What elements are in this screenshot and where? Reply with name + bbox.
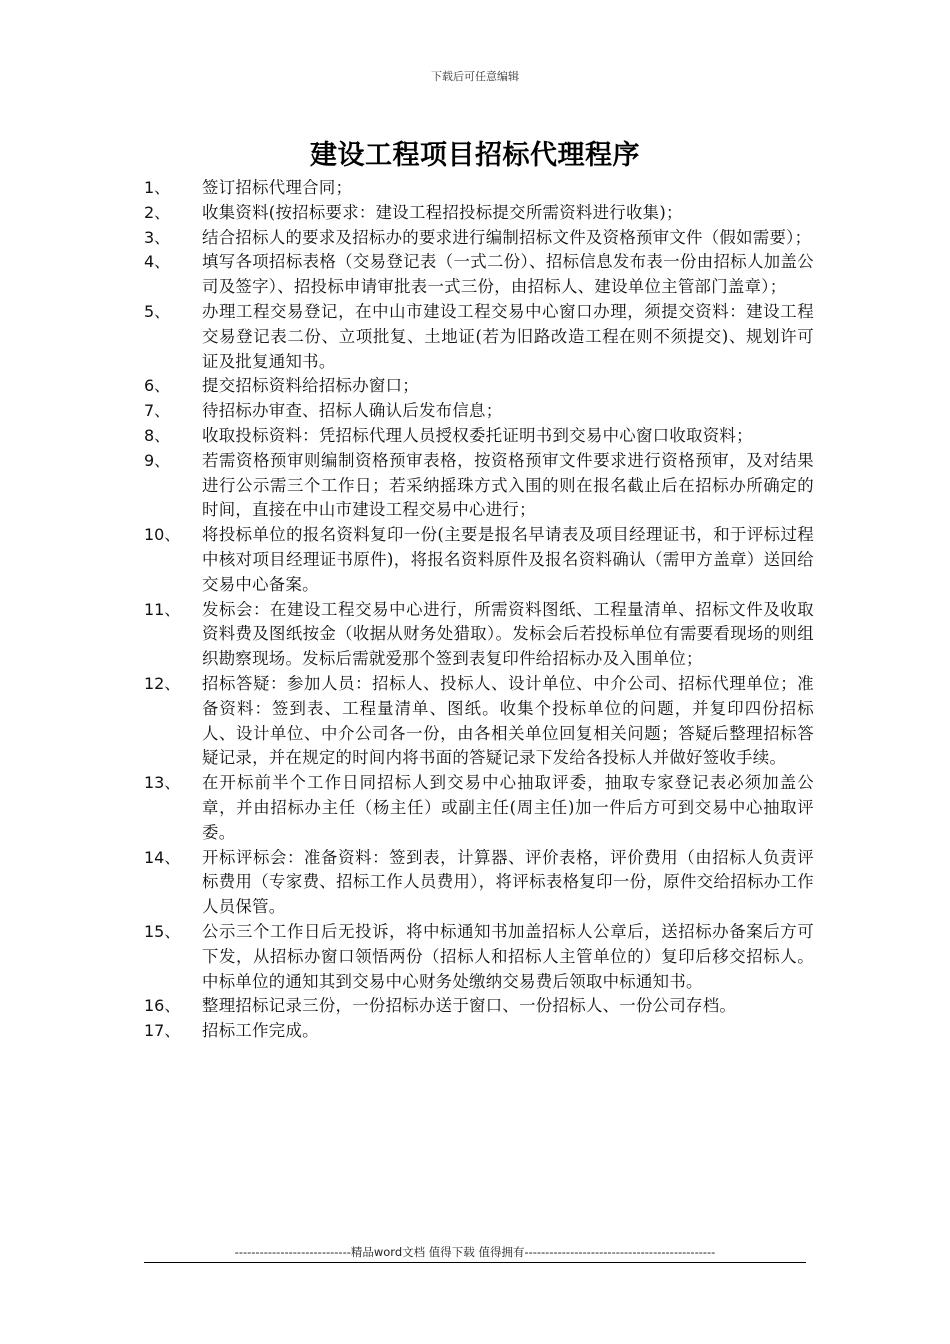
step-text: 将投标单位的报名资料复印一份(主要是报名早请表及项目经理证书，和于评标过程中核对项目经理证书原件)，将报名资料原件及报名资料确认（需甲方盖章）送回给交易中心备案。	[202, 525, 814, 594]
step-text: 收取投标资料：凭招标代理人员授权委托证明书到交易中心窗口收取资料；	[202, 425, 753, 445]
step-item-14	[144, 846, 814, 920]
step-item-1	[144, 176, 814, 201]
step-item-9	[144, 449, 814, 523]
step-text: 填写各项招标表格（交易登记表（一式二份）、招标信息发布表一份由招标人加盖公司及签字）、招投标申请审批表一式三份，由招标人、建设单位主管部门盖章）；	[202, 252, 814, 297]
step-number: 6、	[144, 376, 171, 396]
step-number: 11、	[144, 599, 181, 619]
step-number: 5、	[144, 301, 171, 321]
step-item-2	[144, 201, 814, 226]
step-item-10	[144, 523, 814, 597]
step-item-15	[144, 920, 814, 994]
step-number: 7、	[144, 401, 171, 421]
step-item-5	[144, 300, 814, 374]
step-text: 收集资料(按招标要求：建设工程招投标提交所需资料进行收集)；	[202, 202, 683, 222]
step-item-4	[144, 250, 814, 300]
step-text: 公示三个工作日后无投诉，将中标通知书加盖招标人公章后，送招标办备案后方可下发，从招标办窗口领悟两份（招标人和招标人主管单位的）复印后移交招标人。中标单位的通知其到交易中心财务处缴纳交易费后领取中标通知书。	[202, 921, 814, 991]
step-number: 2、	[144, 202, 171, 222]
procedure-steps-list	[144, 176, 814, 1044]
step-item-16	[144, 994, 814, 1019]
step-number: 3、	[144, 227, 171, 247]
step-number: 8、	[144, 425, 171, 445]
step-item-11	[144, 598, 814, 672]
footer-divider	[144, 1262, 806, 1263]
step-item-3	[144, 226, 814, 251]
step-text: 开标评标会：准备资料：签到表，计算器、评价表格，评价费用（由招标人负责评标费用（专家费、招标工作人员费用），将评标表格复印一份，原件交给招标办工作人员保管。	[202, 847, 814, 917]
step-number: 4、	[144, 252, 171, 272]
step-text: 发标会：在建设工程交易中心进行，所需资料图纸、工程量清单、招标文件及收取资料费及图纸按金（收据从财务处猎取）。发标会后若投标单位有需要看现场的则组织勘察现场。发标后需就爱那个签到表复印件给招标办及入围单位；	[202, 599, 814, 669]
step-text: 签订招标代理合同；	[202, 178, 353, 197]
step-text: 在开标前半个工作日同招标人到交易中心抽取评委，抽取专家登记表必须加盖公章，并由招标办主任（杨主任）或副主任(周主任)加一件后方可到交易中心抽取评委。	[202, 773, 814, 842]
footer-note: ----------------------------精品word文档 值得下载 值得拥有----------------------------------------------	[234, 1245, 716, 1259]
step-item-17	[144, 1019, 814, 1044]
step-item-13	[144, 771, 814, 845]
header-note: 下载后可任意编辑	[431, 70, 519, 83]
step-text: 整理招标记录三份，一份招标办送于窗口、一份招标人、一份公司存档。	[202, 996, 737, 1016]
step-number: 13、	[144, 773, 181, 793]
step-text: 待招标办审查、招标人确认后发布信息；	[202, 401, 503, 421]
step-text: 若需资格预审则编制资格预审表格，按资格预审文件要求进行资格预审，及对结果进行公示需三个工作日；若采纳摇珠方式入围的则在报名截止后在招标办所确定的时间，直接在中山市建设工程交易中心进行；	[202, 450, 814, 520]
step-text: 结合招标人的要求及招标办的要求进行编制招标文件及资格预审文件（假如需要）；	[202, 227, 812, 247]
step-number: 9、	[144, 450, 171, 470]
step-number: 10、	[144, 525, 181, 545]
step-item-6	[144, 374, 814, 399]
step-number: 1、	[144, 178, 171, 197]
step-item-7	[144, 399, 814, 424]
step-item-12	[144, 672, 814, 771]
step-text: 招标答疑：参加人员：招标人、投标人、设计单位、中介公司、招标代理单位；准备资料：签到表、工程量清单、图纸。收集个投标单位的问题，并复印四份招标人、设计单位、中介公司各一份，由各相关单位回复相关问题；答疑后整理招标答疑记录，并在规定的时间内将书面的答疑记录下发给各投标人并做好签收手续。	[202, 673, 814, 768]
step-text: 办理工程交易登记，在中山市建设工程交易中心窗口办理，须提交资料：建设工程交易登记表二份、立项批复、土地证(若为旧路改造工程在则不须提交)、规划许可证及批复通知书。	[202, 301, 814, 371]
step-number: 14、	[144, 847, 181, 867]
step-number: 15、	[144, 921, 181, 941]
step-text: 招标工作完成。	[202, 1021, 319, 1041]
step-number: 16、	[144, 996, 181, 1016]
step-number: 17、	[144, 1021, 181, 1041]
step-text: 提交招标资料给招标办窗口；	[202, 376, 419, 396]
document-title: 建设工程项目招标代理程序	[310, 140, 640, 171]
step-number: 12、	[144, 673, 181, 693]
step-item-8	[144, 424, 814, 449]
